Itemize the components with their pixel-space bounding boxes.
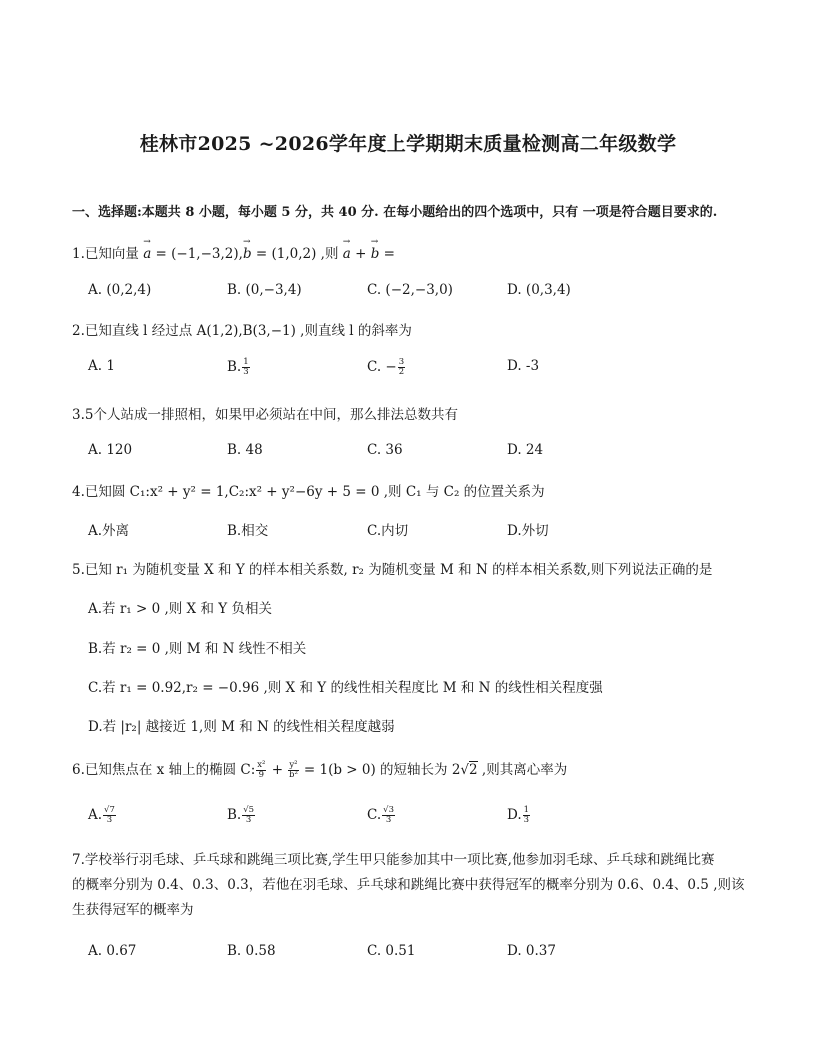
option-b: B. 0.58 (227, 943, 276, 959)
question-2 (72, 319, 762, 339)
question-text: = 1(b > 0) 的短轴长为 2 (299, 762, 461, 778)
question-text: 已知焦点在 x 轴上的椭圆 C: (84, 762, 256, 778)
option-a: A. 0.67 (88, 943, 137, 959)
options-q3 (88, 442, 688, 464)
options-q6 (88, 806, 688, 828)
fraction-x2-over-9: $\frac{\text{x²}}{9}$ (257, 760, 266, 780)
question-text-line-3: 生获得冠军的概率为 (72, 902, 194, 918)
question-text-line-2: 的概率分别为 0.4、0.3、0.3，若他在羽毛球、乒乓球和跳绳比赛中获得冠军的概率分别为 0.6、0.4、0.5 ,则该 (72, 877, 745, 893)
question-7 (72, 848, 762, 923)
equals-sign: = (379, 246, 395, 262)
option-b: B. $\frac{√5}{3}$ (227, 805, 255, 825)
question-number: 3. (72, 407, 85, 423)
option-d: D.若 |r₂| 越接近 1,则 M 和 N 的线性相关程度越弱 (88, 719, 395, 735)
plus-sign: + (350, 246, 371, 262)
option-d: D.外切 (507, 523, 549, 539)
question-text: 5个人站成一排照相，如果甲必须站在中间，那么排法总数共有 (84, 407, 458, 423)
option-a: A. 120 (88, 442, 133, 458)
options-q4 (88, 519, 688, 541)
sqrt-2: √2 (460, 762, 478, 778)
question-text: ,则其离心率为 (477, 762, 568, 778)
option-d: D. $\frac{1}{3}$ (507, 805, 530, 825)
option-b: B.若 r₂ = 0 ,则 M 和 N 线性不相关 (88, 641, 307, 657)
question-text: ,则 (316, 246, 343, 262)
question-text-line-1: 学校举行羽毛球、乒乓球和跳绳三项比赛,学生甲只能参加其中一项比赛,他参加羽毛球、乒乓球和跳绳比赛 (84, 852, 715, 868)
question-number: 1. (72, 246, 85, 262)
section-heading: 一、选择题:本题共 8 小题，每小题 5 分，共 40 分. 在每小题给出的四个选项中，只有 一项是符合题目要求的. (72, 205, 718, 220)
question-text: 已知 r₁ 为随机变量 X 和 Y 的样本相关系数, r₂ 为随机变量 M 和 N 的样本相关系数,则下列说法正确的是 (84, 562, 713, 578)
option-d: D. (0,3,4) (507, 282, 571, 298)
question-number: 2. (72, 323, 85, 339)
option-c: C. 36 (367, 442, 403, 458)
option-c: C. (−2,−3,0) (367, 282, 453, 298)
question-number: 5. (72, 562, 85, 578)
option-d: D. -3 (507, 358, 540, 374)
vector-a: → a (143, 246, 151, 262)
option-b: B. $\frac{1}{3}$ (227, 357, 249, 377)
option-c: C. $\frac{√3}{3}$ (367, 805, 394, 825)
option-a: A.外离 (88, 523, 130, 539)
question-3 (72, 403, 762, 423)
option-d: D. 0.37 (507, 943, 556, 959)
option-b: B. 48 (227, 442, 263, 458)
option-c: C. − $\frac{3}{2}$ (367, 357, 405, 377)
vector-a-value: = (−1,−3,2), (151, 246, 243, 262)
question-4 (72, 480, 762, 500)
options-q1 (88, 282, 688, 304)
question-text: 已知向量 (84, 246, 144, 262)
options-q7 (88, 943, 688, 965)
vector-b: → b (371, 246, 380, 262)
option-c: C.内切 (367, 523, 409, 539)
fraction-y2-over-b2: $\frac{\text{y²}}{\text{b²}}$ (289, 760, 298, 780)
option-c: C.若 r₁ = 0.92,r₂ = −0.96 ,则 X 和 Y 的线性相关程度比 M 和 N 的线性相关程度强 (88, 680, 603, 696)
question-text: 已知圆 C₁:x² + y² = 1,C₂:x² + y²−6y + 5 = 0 ,则 C₁ 与 C₂ 的位置关系为 (84, 484, 545, 500)
option-c: C. 0.51 (367, 943, 416, 959)
vector-b-value: = (1,0,2) (251, 246, 317, 262)
option-b: B. (0,−3,4) (227, 282, 302, 298)
question-5 (72, 558, 762, 578)
options-q2 (88, 358, 688, 380)
option-d: D. 24 (507, 442, 544, 458)
option-b: B.相交 (227, 523, 269, 539)
question-number: 7. (72, 852, 85, 868)
question-1 (72, 242, 762, 262)
question-text: 已知直线 l 经过点 A(1,2),B(3,−1) ,则直线 l 的斜率为 (84, 323, 412, 339)
question-6: 6.已知焦点在 x 轴上的椭圆 C: $\frac{\text{x²}}{9}$ + $\frac{\text{y²}}{\text{b²}}$ = 1(b > 0) 的短轴长为 2√2 ,则其离心率为 (72, 760, 568, 780)
vector-b: → b (243, 246, 252, 262)
option-a: A. $\frac{√7}{3}$ (88, 805, 115, 825)
vector-a: → a (343, 246, 351, 262)
option-a: A.若 r₁ > 0 ,则 X 和 Y 负相关 (88, 601, 272, 617)
page-title: 桂林市2025 ~2026学年度上学期期末质量检测高二年级数学 (139, 133, 677, 155)
question-number: 4. (72, 484, 85, 500)
option-a: A. (0,2,4) (88, 282, 152, 298)
question-number: 6. (72, 762, 85, 778)
option-a: A. 1 (88, 358, 115, 374)
